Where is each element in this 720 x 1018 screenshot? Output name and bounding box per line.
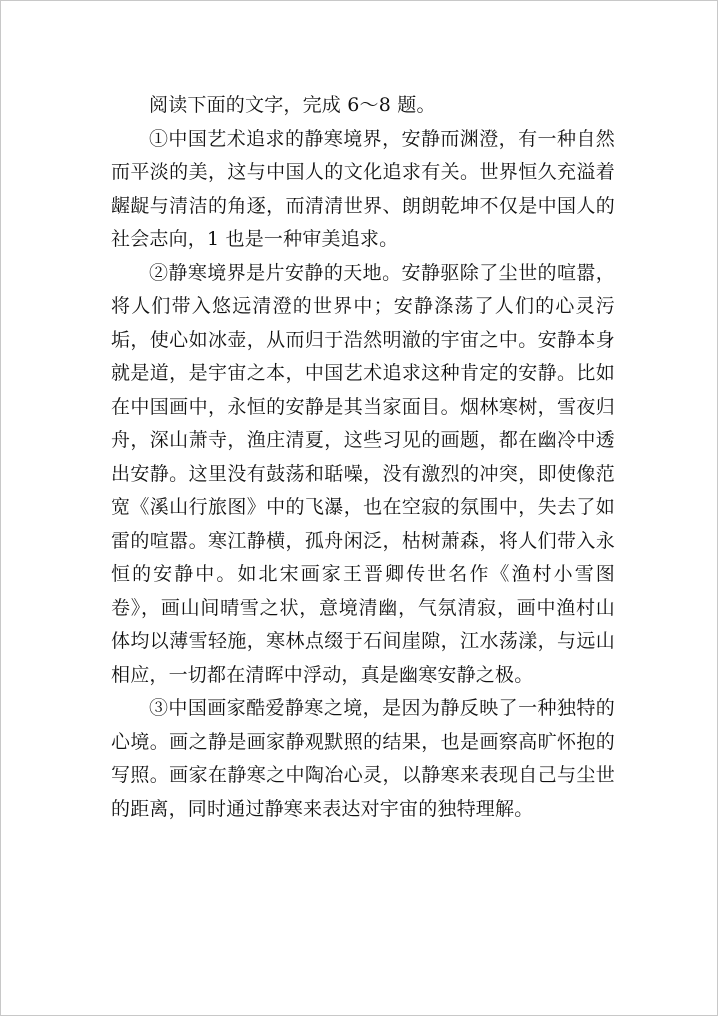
paragraph-2: ②静寒境界是片安静的天地。安静驱除了尘世的喧嚣，将人们带入悠远清澄的世界中；安静涤荡了人们的心灵污垢，使心如冰壶，从而归于浩然明澈的宇宙之中。安静本身就是道，是宇宙之本，中国艺术追求这种肯定的安静。比如在中国画中，永恒的安静是其当家面目。烟林寒树，雪夜归舟，深山萧寺，渔庄清夏，这些习见的画题，都在幽冷中透出安静。这里没有鼓荡和聒噪，没有激烈的冲突，即使像范宽《溪山行旅图》中的飞瀑，也在空寂的氛围中，失去了如雷的喧嚣。寒江静横，孤舟闲泛，枯树萧森，将人们带入永恒的安静中。如北宋画家王晋卿传世名作《渔村小雪图卷》，画山间晴雪之状，意境清幽，气氛清寂，画中渔村山体均以薄雪轻施，寒林点缀于石间崖隙，江水荡漾，与远山相应，一切都在清晖中浮动，真是幽寒安静之极。 bbox=[111, 261, 615, 686]
paragraph-1: ①中国艺术追求的静寒境界，安静而渊澄，有一种自然而平淡的美，这与中国人的文化追求有关。世界恒久充溢着龌龊与清洁的角逐，而清清世界、朗朗乾坤不仅是中国人的社会志向，1 也是一种审美追求。 bbox=[111, 127, 615, 250]
document-body bbox=[111, 89, 615, 826]
paragraph-3: ③中国画家酷爱静寒之境，是因为静反映了一种独特的心境。画之静是画家静观默照的结果，也是画察高旷怀抱的写照。画家在静寒之中陶冶心灵，以静寒来表现自己与尘世的距离，同时通过静寒来表达对宇宙的独特理解。 bbox=[111, 697, 615, 820]
reading-instruction: 阅读下面的文字，完成 6～8 题。 bbox=[149, 94, 436, 116]
